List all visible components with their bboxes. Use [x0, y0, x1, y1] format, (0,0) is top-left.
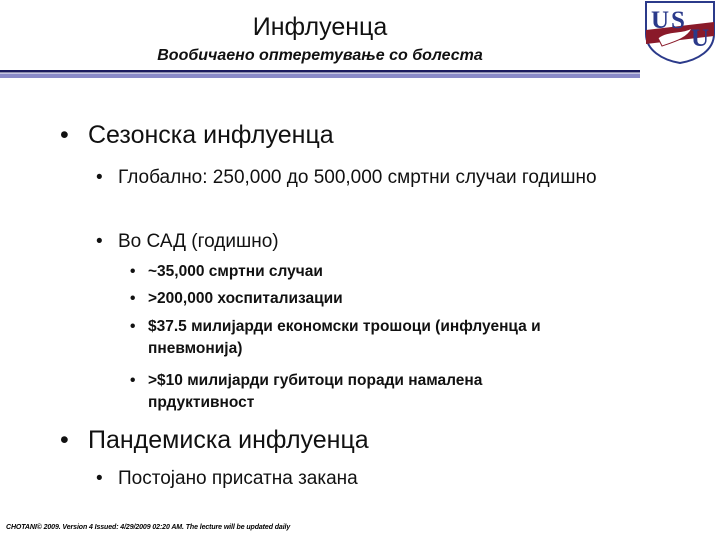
bullet-dot: •	[96, 231, 103, 252]
bullet-dot: •	[60, 426, 69, 454]
bullet-economic-text: $37.5 милијарди економски трошоци (инфлуенца и пневмонија)	[148, 318, 541, 357]
bullet-usa	[96, 229, 618, 254]
bullet-threat-text: Постојано присатна закана	[118, 468, 358, 489]
svg-text:S: S	[671, 7, 685, 34]
bullet-dot: •	[96, 167, 103, 188]
bullet-dot: •	[130, 263, 136, 280]
bullet-pandemic	[60, 425, 688, 455]
slide-subtitle: Вообичаено оптеретување со болеста	[157, 47, 483, 64]
bullet-global	[96, 165, 618, 190]
bullet-seasonal-text: Сезонска инфлуенца	[88, 121, 334, 149]
bullet-dot: •	[130, 372, 136, 389]
bullet-productivity	[130, 370, 588, 414]
footer-copyright: CHOTANI© 2009. Version 4 Issued: 4/29/2009 02:20 AM. The lecture will be updated daily	[6, 524, 291, 531]
bullet-dot: •	[96, 468, 103, 489]
slide-title: Инфлуенца	[252, 13, 388, 41]
svg-text:U: U	[651, 7, 670, 34]
bullet-dot: •	[60, 121, 69, 149]
bullet-dot: •	[130, 290, 136, 307]
bullet-deaths-text: ~35,000 смртни случаи	[148, 263, 323, 280]
bullet-productivity-text: >$10 милијарди губитоци поради намалена прдуктивност	[148, 372, 483, 411]
bullet-hospitalizations	[130, 288, 638, 310]
bullet-hospitalizations-text: >200,000 хоспитализации	[148, 290, 343, 307]
title-rule	[0, 70, 640, 78]
bullet-global-text: Глобално: 250,000 до 500,000 смртни случаи годишно	[118, 167, 597, 188]
bullet-seasonal	[60, 120, 688, 150]
svg-text:U: U	[691, 25, 710, 52]
bullet-threat	[96, 466, 618, 491]
bullet-usa-text: Во САД (годишно)	[118, 231, 279, 252]
bullet-pandemic-text: Пандемиска инфлуенца	[88, 426, 369, 454]
bullet-economic	[130, 316, 638, 360]
bullet-deaths	[130, 261, 638, 283]
bullet-dot: •	[130, 318, 136, 335]
usu-logo	[640, 0, 720, 64]
